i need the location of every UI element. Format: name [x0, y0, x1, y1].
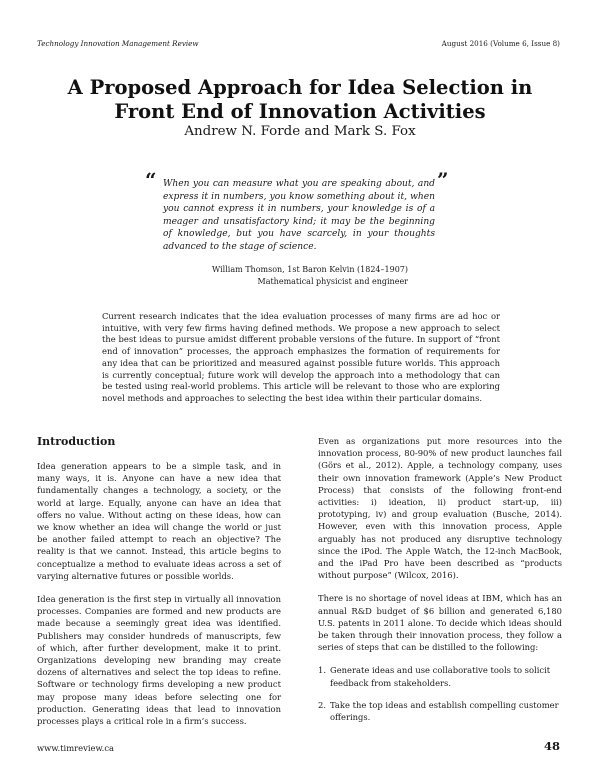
paragraph: There is no shortage of novel ideas at IBM, which has an annual R&D budget of $6 billion and generated 6,180 U.S. patents in 2011 alone. To decide which ideas should be taken through their innovation process, they follow a series of steps that can be distilled to the following:: [318, 593, 562, 653]
paragraph: Idea generation is the first step in virtually all innovation processes. Companies are formed and new products are made because a seemingly great idea was identified. Publishers may consider hundreds of manuscripts, few of which, after further development, make it to print. Organizations developing new branding may create dozens of alternatives and select the top ideas to refine. Software or technology firms developing a new product may propose many ideas before selecting one for production. Generating ideas that lead to innovation processes plays a critical role in a firm’s success.: [37, 594, 281, 727]
footer-url: www.timreview.ca: [37, 743, 115, 753]
attribution-name: William Thomson, 1st Baron Kelvin (1824–1907): [212, 265, 408, 274]
page-number: 48: [543, 739, 560, 753]
list-number: 1.: [318, 665, 326, 676]
authors: Andrew N. Forde and Mark S. Fox: [184, 124, 416, 139]
paragraph: Even as organizations put more resources into the innovation process, 80-90% of new product launches fail (Görs et al., 2012). Apple, a technology company, uses their own innovation framework (Apple’s New Product Process) that consists of the following front-end activities: i) ideation, ii) product start-up, iii) prototyping, iv) and group evaluation (Busche, 2014). However, even with this innovation process, Apple arguably has not produced any disruptive technology since the iPod. The Apple Watch, the 12-inch MacBook, and the iPad Pro have been described as “products without purpose” (Wilcox, 2016).: [318, 436, 562, 581]
right-column: [318, 435, 562, 733]
close-quote-mark: ”: [437, 168, 449, 192]
abstract: Current research indicates that the idea evaluation processes of many firms are ad hoc or intuitive, with very few firms having defined methods. We propose a new approach to select the best ideas to pursue amidst different probable versions of the future. In support of “front end of innovation” processes, the approach emphasizes the formation of requirements for any idea that can be prioritized and measured against possible future worlds. This approach is currently conceptual; future work will develop the approach into a methodology that can be tested using real-world problems. This article will be relevant to those who are exploring novel methods and approaches to selecting the best idea within their particular domains.: [102, 311, 500, 403]
section-heading-introduction: Introduction: [37, 435, 116, 448]
open-quote-mark: “: [145, 168, 157, 192]
issue-date: August 2016 (Volume 6, Issue 8): [441, 39, 560, 48]
epigraph-attribution: [212, 264, 408, 288]
list-item: [318, 664, 562, 688]
epigraph-quote: When you can measure what you are speaking about, and express it in numbers, you know something about it, when you cannot express it in numbers, your knowledge is of a meager and unsatisfactory kind; it may be the beginning of knowledge, but you have scarcely, in your thoughts advanced to the stage of science.: [163, 179, 435, 252]
list-text: Take the top ideas and establish compelling customer offerings.: [330, 699, 559, 723]
title-line-1: A Proposed Approach for Idea Selection in: [67, 76, 533, 99]
left-column: [37, 435, 281, 738]
paragraph: Idea generation appears to be a simple task, and in many ways, it is. Anyone can have a new idea that fundamentally changes a technology, a society, or the world at large. Equally, anyone can have an idea that offers no value. Without acting on these ideas, how can we know whether an idea will change the world or just be another failed attempt to reach an objective? The reality is that we cannot. Instead, this article begins to conceptualize a method to evaluate ideas across a set of varying alternative futures or possible worlds.: [37, 461, 281, 581]
title-line-2: Front End of Innovation Activities: [114, 100, 486, 123]
attribution-role: Mathematical physicist and engineer: [257, 277, 408, 286]
list-number: 2.: [318, 699, 326, 710]
list-text: Generate ideas and use collaborative tools to solicit feedback from stakeholders.: [330, 665, 551, 688]
article-title: [0, 76, 600, 124]
journal-name: Technology Innovation Management Review: [37, 39, 199, 48]
list-item: [318, 699, 562, 723]
